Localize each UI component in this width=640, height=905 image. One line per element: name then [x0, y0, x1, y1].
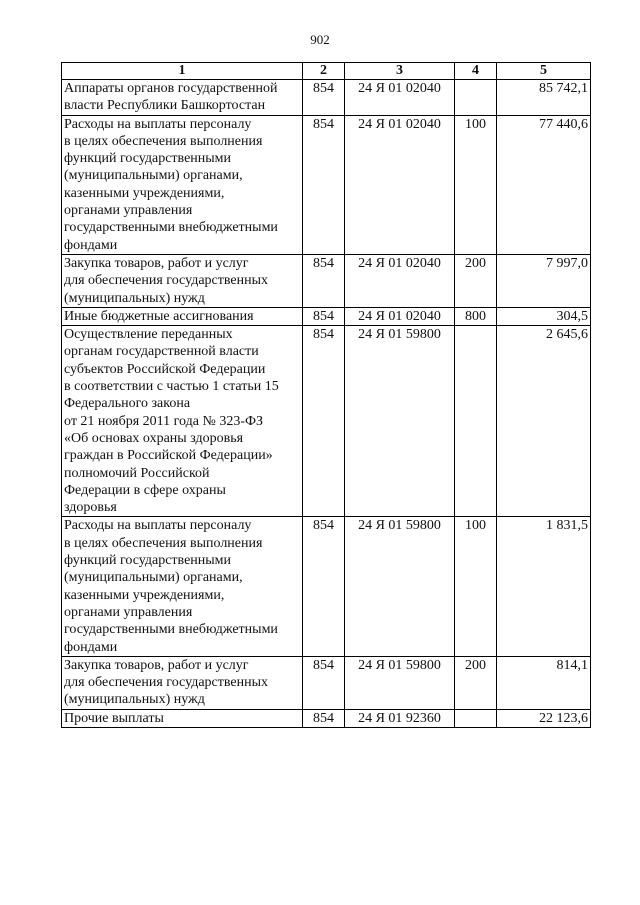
row-admin-code: 854 [303, 656, 345, 709]
row-admin-code: 854 [303, 709, 345, 727]
row-target-code: 24 Я 01 02040 [345, 307, 455, 325]
row-amount: 2 645,6 [497, 326, 591, 517]
row-expense-type [455, 326, 497, 517]
table-row [62, 80, 591, 116]
row-expense-type: 200 [455, 254, 497, 307]
row-name: Закупка товаров, работ и услуг для обеспечения государственных (муниципальных) нужд [62, 254, 303, 307]
row-expense-type: 100 [455, 517, 497, 656]
table-row [62, 656, 591, 709]
row-name: Иные бюджетные ассигнования [62, 307, 303, 325]
row-name: Расходы на выплаты персоналу в целях обеспечения выполнения функций государственными (муниципальными) органами, казенными учреждениями, органами управления государственными внебюджетными фондами [62, 517, 303, 656]
column-header: 4 [455, 63, 497, 80]
row-amount: 22 123,6 [497, 709, 591, 727]
row-admin-code: 854 [303, 326, 345, 517]
row-target-code: 24 Я 01 02040 [345, 115, 455, 254]
row-target-code: 24 Я 01 92360 [345, 709, 455, 727]
row-expense-type: 200 [455, 656, 497, 709]
column-header: 2 [303, 63, 345, 80]
row-name: Прочие выплаты [62, 709, 303, 727]
row-admin-code: 854 [303, 115, 345, 254]
row-target-code: 24 Я 01 59800 [345, 656, 455, 709]
row-expense-type [455, 80, 497, 116]
row-admin-code: 854 [303, 80, 345, 116]
row-name: Расходы на выплаты персоналу в целях обеспечения выполнения функций государственными (муниципальными) органами, казенными учреждениями, органами управления государственными внебюджетными фондами [62, 115, 303, 254]
row-target-code: 24 Я 01 02040 [345, 254, 455, 307]
column-header: 3 [345, 63, 455, 80]
row-expense-type: 100 [455, 115, 497, 254]
table-row [62, 517, 591, 656]
row-admin-code: 854 [303, 307, 345, 325]
table-row [62, 254, 591, 307]
row-amount: 304,5 [497, 307, 591, 325]
row-name: Закупка товаров, работ и услуг для обеспечения государственных (муниципальных) нужд [62, 656, 303, 709]
table-header-row [62, 63, 591, 80]
table-row [62, 709, 591, 727]
row-amount: 85 742,1 [497, 80, 591, 116]
row-amount: 1 831,5 [497, 517, 591, 656]
column-header: 1 [62, 63, 303, 80]
row-expense-type: 800 [455, 307, 497, 325]
row-target-code: 24 Я 01 59800 [345, 326, 455, 517]
row-admin-code: 854 [303, 254, 345, 307]
row-target-code: 24 Я 01 02040 [345, 80, 455, 116]
page-number: 902 [310, 32, 330, 47]
row-amount: 7 997,0 [497, 254, 591, 307]
table-row [62, 115, 591, 254]
row-target-code: 24 Я 01 59800 [345, 517, 455, 656]
row-name: Осуществление переданных органам государственной власти субъектов Российской Федерации в соответствии с частью 1 статьи 15 Федерального закона от 21 ноября 2011 года № 323-ФЗ «Об основах охраны здоровья граждан в Российской Федерации» полномочий Российской Федерации в сфере охраны здоровья [62, 326, 303, 517]
row-admin-code: 854 [303, 517, 345, 656]
row-expense-type [455, 709, 497, 727]
row-amount: 814,1 [497, 656, 591, 709]
table-row [62, 326, 591, 517]
column-header: 5 [497, 63, 591, 80]
budget-table [61, 62, 591, 728]
table-row [62, 307, 591, 325]
row-name: Аппараты органов государственной власти Республики Башкортостан [62, 80, 303, 116]
row-amount: 77 440,6 [497, 115, 591, 254]
